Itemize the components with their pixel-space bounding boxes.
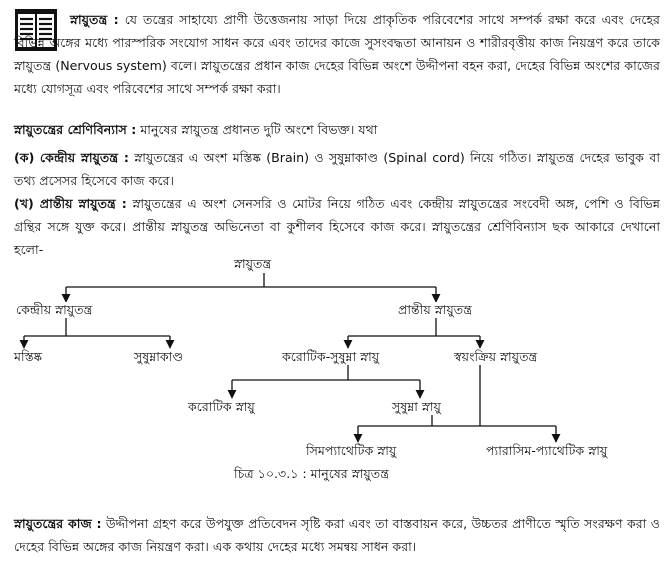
tree-node-cranio-spinal: করোটিক-সুষুম্না স্নায়ু [282,349,380,364]
figure-caption: চিত্র ১০.৩.১ : মানুষের স্নায়ুতন্ত্র [234,466,389,481]
tree-node-spinal-cord: সুষুম্নাকাণ্ড [134,349,184,364]
tree-node-central: কেন্দ্রীয় স্নায়ুতন্ত্র [16,302,93,317]
central-body: স্নায়ুতন্ত্রের এ অংশ মস্তিষ্ক (Brain) ও সুষুম্নাকাণ্ড (Spinal cord) নিয়ে গঠিত। স্নায়ুতন্ত্র দেহের ভাবুক বা তথ্য প্রসেসর হিসেবে কাজ করে। [14,150,660,188]
tree-node-autonomic: স্বয়ংক্রিয় স্নায়ুতন্ত্র [454,349,538,364]
classification-body: মানুষের স্নায়ুতন্ত্র প্রধানত দুটি অংশে বিভক্ত। যথা [140,122,378,137]
peripheral-body: স্নায়ুতন্ত্রের এ অংশ সেনসরি ও মোটর নিয়ে গঠিত এবং কেন্দ্রীয় স্নায়ুতন্ত্রের সংবেদী অঙ্গ, পেশি ও বিভিন্ন গ্রন্থির সঙ্গে যুক্ত করে। প্রান্তীয় স্নায়ুতন্ত্র অভিনেতা বা কুশীলব হিসেবে কাজ করে। স্নায়ুতন্ত্রের শ্রেণিবিন্যাস ছক আকারে দেখানো হলো- [14,196,661,257]
tree-node-cranial: করোটিক স্নায়ু [188,399,255,414]
tree-node-parasympathetic: প্যারাসিম-প্যাথেটিক স্নায়ু [486,443,608,458]
function-body: উদ্দীপনা গ্রহণ করে উপযুক্ত প্রতিবেদন সৃষ্টি করা এবং তা বাস্তবায়ন করে, উচ্চতর প্রাণীতে স্মৃতি সংরক্ষণ করা ও দেহের বিভিন্ন অঙ্গের কাজ নিয়ন্ত্রণ করা। এক কথায় দেহের মধ্যে সমন্বয় সাধন করা। [14,516,660,554]
intro-heading: স্নায়ুতন্ত্র : [70,12,119,27]
classification-heading: স্নায়ুতন্ত্রের শ্রেণিবিন্যাস : [14,122,137,137]
function-heading: স্নায়ুতন্ত্রের কাজ : [14,516,102,531]
tree-node-peripheral: প্রান্তীয় স্নায়ুতন্ত্র [398,302,472,317]
tree-node-sympathetic: সিমপ্যাথেটিক স্নায়ু [306,443,397,458]
function-paragraph [14,512,660,558]
tree-node-spinal-nerve: সুষুম্না স্নায়ু [392,399,441,414]
intro-body: যে তন্ত্রের সাহায্যে প্রাণী উত্তেজনায় সাড়া দিয়ে প্রাকৃতিক পরিবেশের সাথে সম্পর্ক রক্ষা করে এবং দেহের বিভিন্ন অঙ্গের মধ্যে পারস্পরিক সংযোগ সাধন করে এবং তাদের কাজে সুসংবদ্ধতা আনায়ন ও শারীরবৃত্তীয় কাজ নিয়ন্ত্রণ করে তাকে স্নায়ুতন্ত্র (Nervous system) বলে। স্নায়ুতন্ত্রের প্রধান কাজ দেহের বিভিন্ন অংশে উদ্দীপনা বহন করা, দেহের বিভিন্ন অংশের কাজের মধ্যে যোগসূত্র এবং পরিবেশের সাথে সম্পর্ক রক্ষা করা। [14,12,660,96]
tree-node-brain: মস্তিষ্ক [14,349,43,364]
central-heading: (ক) কেন্দ্রীয় স্নায়ুতন্ত্র : [14,150,129,165]
peripheral-heading: (খ) প্রান্তীয় স্নায়ুতন্ত্র : [14,196,127,211]
tree-node-nervous-system: স্নায়ুতন্ত্র [234,256,272,271]
